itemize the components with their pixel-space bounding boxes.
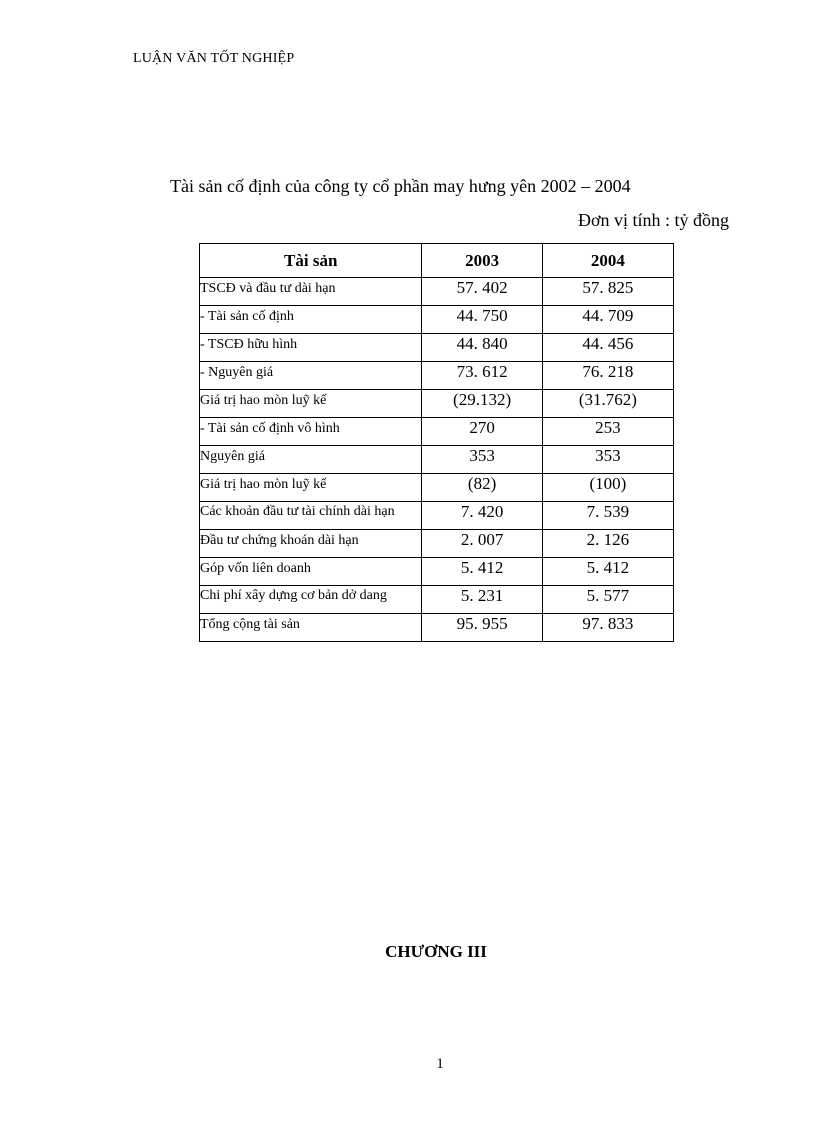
value-2003: 2. 007 (422, 530, 542, 558)
value-2003: (29.132) (422, 390, 542, 418)
header-2003: 2003 (422, 244, 542, 278)
fixed-assets-table (199, 243, 674, 642)
chapter-heading: CHƯƠNG III (385, 942, 487, 961)
table-row-total (200, 614, 674, 642)
table-title: Tài sản cố định của công ty cổ phần may hưng yên 2002 – 2004 (170, 176, 631, 196)
value-2003: 73. 612 (422, 362, 542, 390)
page-number: 1 (436, 1056, 444, 1072)
value-2004: 5. 577 (542, 586, 673, 614)
table-row (200, 278, 674, 306)
value-2003: (82) (422, 474, 542, 502)
table-row (200, 502, 674, 530)
value-2003: 57. 402 (422, 278, 542, 306)
value-2004: 76. 218 (542, 362, 673, 390)
value-2003: 44. 750 (422, 306, 542, 334)
row-label: Giá trị hao mòn luỹ kế (200, 474, 422, 502)
value-2004: 97. 833 (542, 614, 673, 642)
table-row (200, 334, 674, 362)
row-label: Nguyên giá (200, 446, 422, 474)
value-2004: 253 (542, 418, 673, 446)
header-assets: Tài sản (200, 244, 422, 278)
table-row (200, 362, 674, 390)
value-2003: 353 (422, 446, 542, 474)
value-2003: 44. 840 (422, 334, 542, 362)
row-label: - Tài sản cố định (200, 306, 422, 334)
value-2004: 5. 412 (542, 558, 673, 586)
value-2004: 57. 825 (542, 278, 673, 306)
row-label: TSCĐ và đầu tư dài hạn (200, 278, 422, 306)
row-label: Góp vốn liên doanh (200, 558, 422, 586)
value-2004: 7. 539 (542, 502, 673, 530)
value-2003: 95. 955 (422, 614, 542, 642)
value-2003: 5. 412 (422, 558, 542, 586)
table-row (200, 418, 674, 446)
table-row (200, 390, 674, 418)
table-row (200, 446, 674, 474)
document-header: LUẬN VĂN TỐT NGHIỆP (133, 51, 295, 66)
value-2004: 353 (542, 446, 673, 474)
row-label: Chi phí xây dựng cơ bản dở dang (200, 586, 422, 614)
value-2004: (31.762) (542, 390, 673, 418)
row-label: Các khoản đầu tư tài chính dài hạn (200, 502, 422, 530)
value-2004: 44. 709 (542, 306, 673, 334)
row-label: Giá trị hao mòn luỹ kế (200, 390, 422, 418)
value-2004: 44. 456 (542, 334, 673, 362)
value-2003: 7. 420 (422, 502, 542, 530)
row-label: Đầu tư chứng khoán dài hạn (200, 530, 422, 558)
table-header-row (200, 244, 674, 278)
value-2003: 5. 231 (422, 586, 542, 614)
table-row (200, 306, 674, 334)
row-label: Tổng cộng tài sản (200, 614, 422, 642)
table-row (200, 586, 674, 614)
value-2004: 2. 126 (542, 530, 673, 558)
row-label: - TSCĐ hữu hình (200, 334, 422, 362)
unit-label: Đơn vị tính : tỷ đồng (577, 210, 729, 230)
row-label: - Tài sản cố định vô hình (200, 418, 422, 446)
value-2003: 270 (422, 418, 542, 446)
header-2004: 2004 (542, 244, 673, 278)
value-2004: (100) (542, 474, 673, 502)
table-row (200, 530, 674, 558)
row-label: - Nguyên giá (200, 362, 422, 390)
